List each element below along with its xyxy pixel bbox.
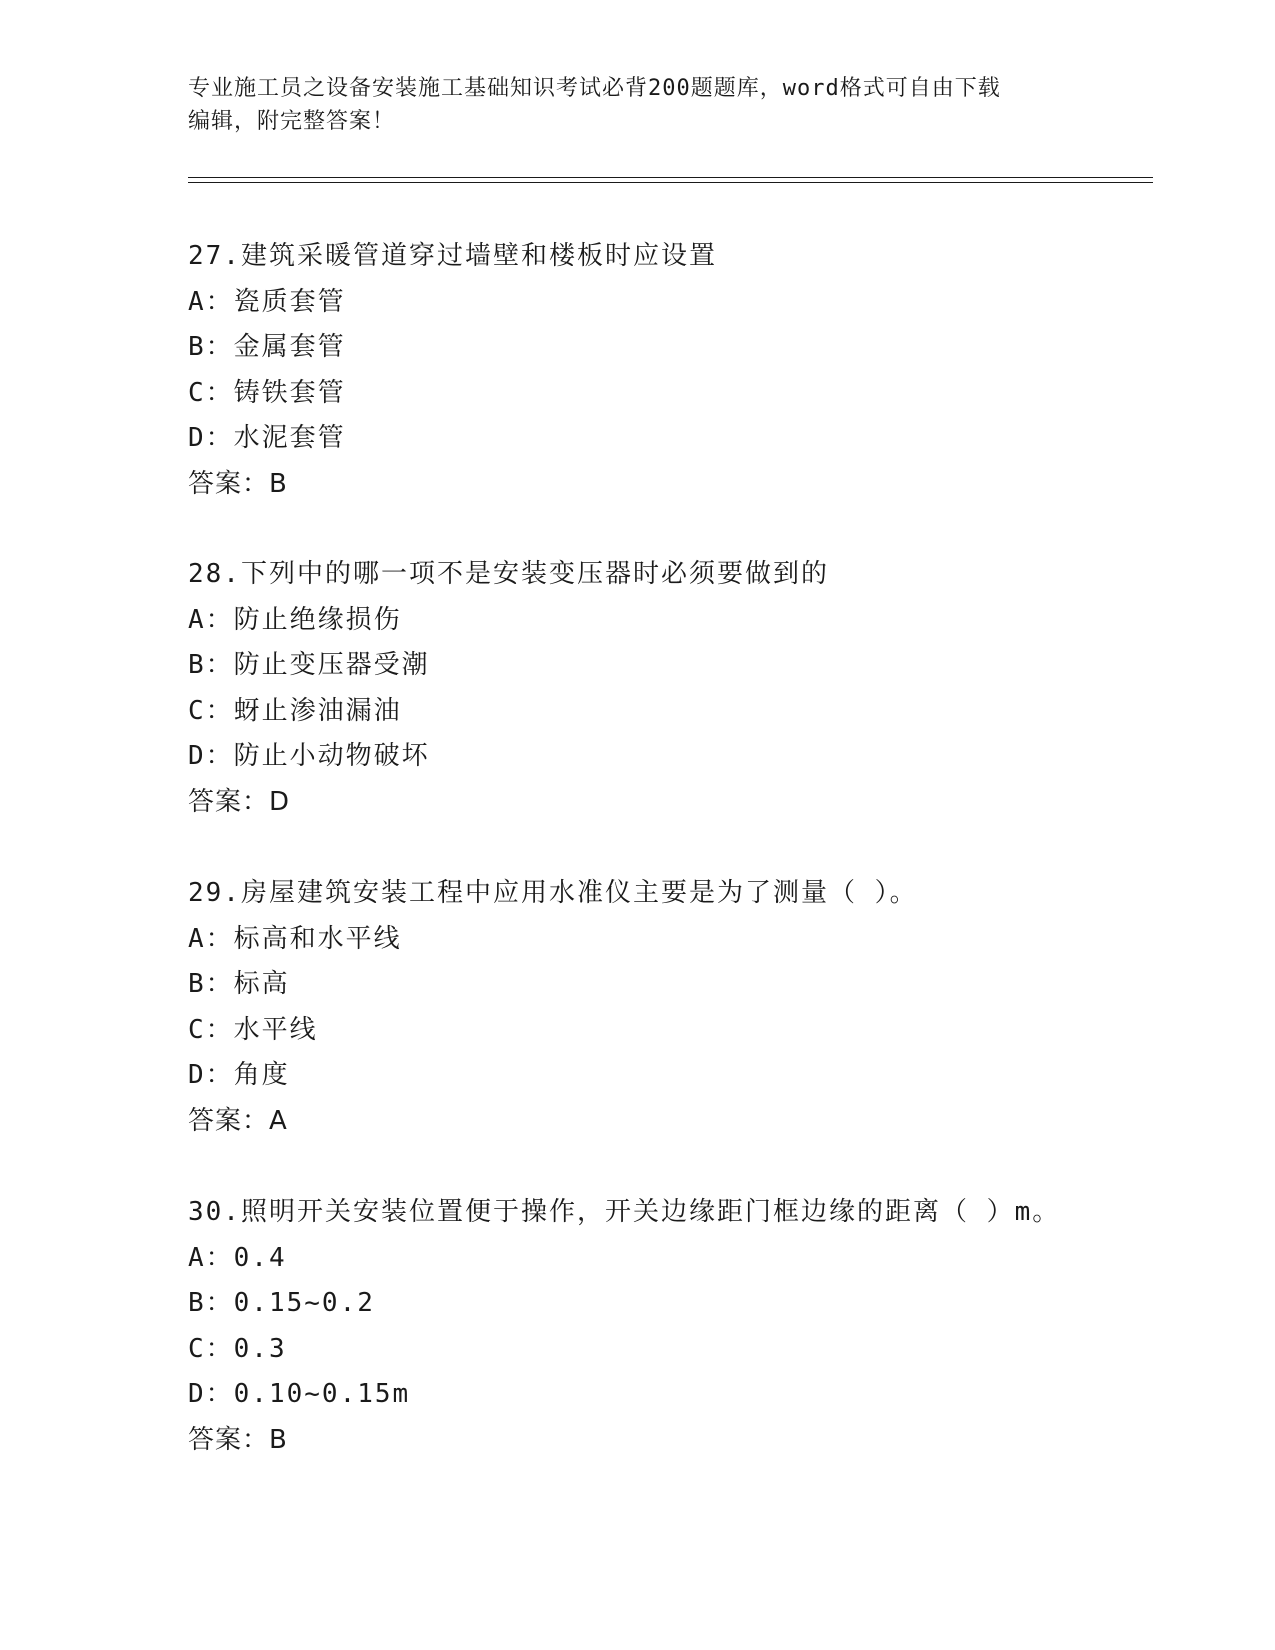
answer: 答案：D: [188, 786, 291, 817]
option-c: C：蚜止渗油漏油: [188, 695, 402, 726]
option-b: B：金属套管: [188, 332, 346, 362]
question-stem: 30.照明开关安装位置便于操作，开关边缘距门框边缘的距离（ ）m。: [188, 1197, 1061, 1227]
option-a: A：防止绝缘损伤: [188, 604, 402, 635]
option-c: C：0.3: [188, 1333, 287, 1364]
option-d: D：角度: [188, 1060, 290, 1090]
option-d: D：水泥套管: [188, 423, 346, 453]
question-29: [188, 871, 1188, 1144]
question-30: [188, 1190, 1188, 1463]
option-d: D：0.10~0.15m: [188, 1379, 411, 1409]
header-divider-top: [188, 177, 1153, 178]
question-stem: 29.房屋建筑安装工程中应用水准仪主要是为了测量（ ）。: [188, 878, 918, 908]
header-line-2: 编辑，附完整答案！: [188, 109, 396, 134]
option-b: B：防止变压器受潮: [188, 650, 430, 680]
option-a: A：瓷质套管: [188, 286, 346, 317]
answer: 答案：B: [188, 468, 288, 499]
answer: 答案：A: [188, 1105, 288, 1136]
answer: 答案：B: [188, 1424, 288, 1455]
option-b: B：0.15~0.2: [188, 1288, 375, 1318]
header-divider-bottom: [188, 182, 1153, 183]
option-a: A：标高和水平线: [188, 923, 402, 954]
question-stem: 28.下列中的哪一项不是安装变压器时必须要做到的: [188, 559, 829, 589]
header-line-1: 专业施工员之设备安装施工基础知识考试必背200题题库，word格式可自由下载: [188, 76, 1001, 101]
question-stem: 27.建筑采暖管道穿过墙壁和楼板时应设置: [188, 241, 717, 271]
option-c: C：水平线: [188, 1014, 318, 1045]
question-28: [188, 552, 1188, 825]
option-a: A：0.4: [188, 1242, 287, 1273]
option-b: B：标高: [188, 969, 290, 999]
option-d: D：防止小动物破坏: [188, 741, 430, 771]
page-header: [188, 72, 1088, 138]
question-27: [188, 234, 1188, 507]
option-c: C：铸铁套管: [188, 377, 346, 408]
